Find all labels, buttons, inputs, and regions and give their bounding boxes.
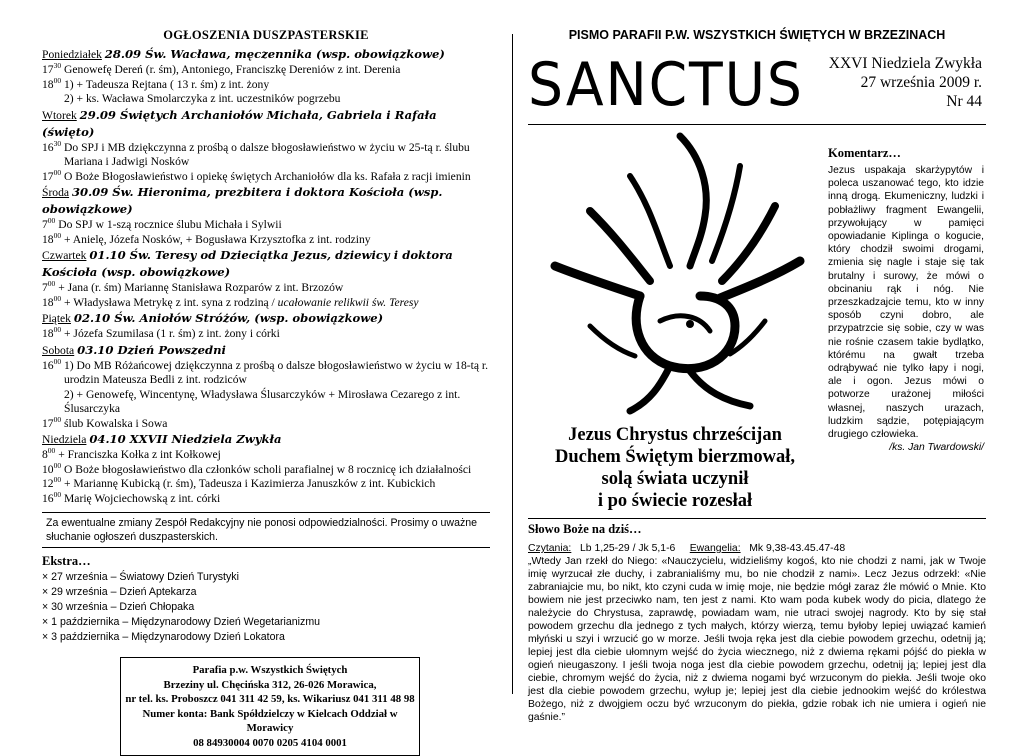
feast-name: 04.10 XXVII Niedziela Zwykła (89, 432, 282, 446)
mass-minutes: 00 (47, 279, 56, 289)
gospel-text: „Wtedy Jan rzekł do Niego: «Nauczycielu, widzieliśmy kogoś, kto nie chodzi z nami, jak w Twoje imię wyrzucał złe duchy, i zabranialiśmy mu, bo nie chodził z nami». Lecz Jezus odrzekł: «Nie zabraniajcie mu, bo nikt, kto czyni cuda w imię moje, nie będzie mógł zaraz źle mówić o Mnie. Kto bowiem nie jest przeciwko nam, ten jest z nami. Kto wam poda kubek wody do picia, dlatego że należycie do Chrystusa, zaprawdę, powiadam wam, nie utraci swojej nagrody. Kto by się stał powodem grzechu dla jednego z tych małych, którzy wierzą, temu byłoby lepiej uwiązać kamień młyński u szyi i wrzucić go w morze. Jeśli twoja ręka jest dla ciebie powodem grzechu, odetnij ją; lepiej jest dla ciebie ułomnym wejść do życia wiecznego, niż z dwiema rękami pójść do piekła w ogień nieugaszony. I jeśli twoja noga jest dla ciebie powodem grzechu, odetnij ją; lepiej jest dla ciebie, chromym wejść do życia, niż z dwiema nogami być wrzuconym do piekła. Jeśli twoje oko jest dla ciebie powodem grzechu, wyłup je; lepiej jest dla ciebie jednookim wejść do królestwa Bożego, niż z dwojgiem oczu być wrzuconym do piekła, gdzie robak ich nie umiera i ogień nie gaśnie.” (528, 556, 986, 723)
issue-number: Nr 44 (946, 93, 982, 110)
mass-minutes: 30 (53, 61, 62, 71)
intention-text: + Franciszka Kołka z int Kołkowej (58, 448, 221, 461)
newsletter-column (528, 28, 986, 723)
hero-quote (532, 424, 818, 512)
mass-hour: 18 (42, 295, 54, 309)
intention-text: O Boże Błogosławieństwo i opiekę świętych Archaniołów dla ks. Rafała z racji imienin (64, 169, 471, 183)
readings-label: Czytania: (528, 543, 572, 554)
intention-text: Genowefę Dereń (r. śm), Antoniego, Franciszkę Dereniów z int. Derenia (64, 63, 401, 76)
mass-hour: 16 (42, 358, 54, 372)
mass-hour: 12 (42, 477, 54, 490)
commentary-section (828, 146, 984, 453)
commentary-body: Jezus uspakaja skarżypytów i poleca uszanować tego, kto idzie inną drogą. Ekumeniczny, ludzki i pobłażliwy fragment Ewangelii, przywołujący w pamięci opowiadanie Kiplinga o kogucie, który chodził swoimi drogami, zmienia się nagle i staje się tak brutalny i surowy, że mówi o obcinaniu rąk i nóg. Nie przeszkadzajcie temu, kto w inny sposób czyni dobro, ale przypatrzcie się sobie, czy w was nie rośnie czasem takie bydlątko, którému na gwałt trzeba odrąbywać nie tylko łapy i nogi, ale i ogon. Jezus mówi o potworze urażonej miłości własnej, naszych urazach, ludzkim sądzie, potępiającym drugiego człowieka. (828, 165, 984, 441)
intention-text: 2) + ks. Wacława Smolarczyka z int. uczestników pogrzebu (64, 92, 341, 105)
announcements-title: OGŁOSZENIA DUSZPASTERSKIE (163, 28, 369, 42)
mass-minutes: 00 (53, 460, 62, 470)
footer-line: Parafia p.w. Wszystkich Świętych (192, 664, 348, 676)
ekstra-item: × 29 września – Dzień Aptekarza (42, 586, 197, 598)
mass-intention (42, 167, 490, 185)
intention-text: 1) Do MB Różańcowej dziękczynna z prośbą o dalsze błogosławieństwo w życiu w 18-tą r. urodzin Mateusza Bedli z int. rodziców (64, 358, 489, 386)
mass-minutes: 00 (53, 293, 62, 303)
intention-text: + Anielę, Józefa Nosków, + Bogusława Krzysztofka z int. rodziny (64, 232, 371, 246)
word-of-god-heading: Słowo Boże na dziś… (528, 522, 642, 536)
ekstra-item: × 3 października – Międzynarodowy Dzień Lokatora (42, 631, 285, 643)
intention-text: O Boże błogosławieństwo dla członków scholi parafialnej w 8 rocznicę ich działalności (64, 462, 472, 476)
day-header (42, 247, 490, 281)
mass-minutes: 00 (53, 325, 62, 335)
day-name: Poniedziałek (42, 48, 102, 61)
ekstra-list (42, 570, 490, 645)
footer-line: nr tel. ks. Proboszcz 041 311 42 59, ks. Wikariusz 041 311 48 98 (125, 693, 415, 705)
mass-intention (42, 293, 490, 311)
intention-text: Marię Wojciechowską z int. córki (64, 491, 221, 505)
day-name: Niedziela (42, 433, 87, 446)
intention-text: 2) + Genowefę, Wincentynę, Władysława Ślusarczyków + Mirosława Cezarego z int. Ślusarczyka (64, 387, 461, 415)
mass-intention (42, 63, 490, 78)
readings-line (528, 542, 986, 555)
mass-hour: 7 (42, 218, 48, 231)
intention-text: + Jana (r. śm) Mariannę Stanisława Rozparów z int. Brzozów (58, 281, 344, 294)
mass-intention (42, 477, 490, 492)
masthead (528, 46, 986, 125)
holy-spirit-dove-illustration (530, 116, 818, 416)
mass-intention (42, 92, 490, 107)
relic-note: ucałowanie relikwii św. Teresy (277, 295, 419, 309)
mass-intention (42, 75, 490, 93)
mass-minutes: 00 (53, 167, 62, 177)
day-header (42, 310, 490, 327)
disclaimer: Za ewentualne zmiany Zespół Redakcyjny nie ponosi odpowiedzialności. Prosimy o uważne słuchanie ogłoszeń duszpasterskich. (42, 512, 490, 548)
mass-minutes: 30 (53, 138, 62, 148)
day-name: Sobota (42, 343, 75, 357)
intention-text: + Władysława Metrykę z int. syna z rodziną / (64, 295, 275, 309)
mass-intention (42, 460, 490, 478)
feast-name: 28.09 Św. Wacława, męczennika (wsp. obowiązkowe) (104, 47, 445, 61)
ekstra-item: × 1 października – Międzynarodowy Dzień Wegetarianizmu (42, 616, 321, 628)
mass-hour: 18 (42, 327, 54, 340)
day-header (42, 184, 490, 218)
hero-line: i po świecie rozesłał (597, 491, 753, 511)
mass-hour: 18 (42, 232, 54, 246)
mass-minutes: 00 (53, 230, 62, 240)
mass-minutes: 00 (47, 446, 56, 456)
mass-hour: 7 (42, 281, 48, 294)
ekstra-item: × 27 września – Światowy Dzień Turystyki (42, 571, 239, 583)
feast-name: 03.10 Dzień Powszedni (77, 342, 226, 357)
mass-intention (42, 489, 490, 507)
mass-hour: 18 (42, 77, 54, 91)
gospel-ref: Mk 9,38-43.45.47-48 (749, 543, 846, 554)
footer-line: 08 84930004 0070 0205 4104 0001 (193, 736, 347, 749)
mass-hour: 10 (42, 462, 54, 476)
mass-intention (42, 356, 490, 388)
ekstra-item: × 30 września – Dzień Chłopaka (42, 601, 195, 613)
footer-line: Brzeziny ul. Chęcińska 312, 26-026 Morawica, (163, 678, 377, 691)
column-divider (512, 34, 513, 694)
issue-info (829, 54, 982, 111)
mass-hour: 17 (42, 63, 54, 76)
mass-minutes: 00 (53, 489, 62, 499)
mass-hour: 16 (42, 140, 54, 154)
mass-intention (42, 138, 490, 170)
day-name: Środa (42, 186, 70, 199)
feast-name: 02.10 Św. Aniołów Stróżów, (wsp. obowiązkowe) (73, 311, 384, 325)
day-name: Wtorek (42, 108, 77, 122)
mass-minutes: 00 (53, 414, 62, 424)
mass-intention (42, 230, 490, 248)
intention-text: ślub Kowalska i Sowa (64, 416, 168, 430)
mass-minutes: 00 (53, 475, 62, 485)
intention-text: Do SPJ i MB dziękczynna z prośbą o dalsze błogosławieństwo w życiu w 25-tą r. ślubu Mariana i Jadwigi Nosków (64, 140, 470, 168)
hero-line: Jezus Chrystus chrześcijan (568, 425, 782, 445)
feast-name: 01.10 Św. Teresy od Dzieciątka Jezus, dziewicy i doktora Kościoła (wsp. obowiązkowe) (42, 248, 453, 279)
day-header (42, 46, 490, 63)
feast-name: 30.09 Św. Hieronima, prezbitera i doktora Kościoła (wsp. obowiązkowe) (42, 185, 443, 216)
day-name: Czwartek (42, 249, 87, 262)
mass-intention (42, 388, 490, 417)
commentary-author: /ks. Jan Twardowski/ (889, 442, 984, 454)
ekstra-heading: Ekstra… (42, 554, 91, 568)
feast-name: 29.09 Świętych Archaniołów Michała, Gabriela i Rafała (święto) (42, 107, 437, 139)
mass-minutes: 00 (53, 356, 62, 366)
mass-hour: 17 (42, 169, 54, 183)
mass-intention (42, 327, 490, 342)
intention-text: + Mariannę Kubicką (r. śm), Tadeusza i Kazimierza Januszków z int. Kubickich (64, 477, 436, 490)
day-header (42, 107, 490, 141)
intention-text: Do SPJ w 1-szą rocznice ślubu Michała i Sylwii (58, 218, 282, 231)
hero-line: Duchem Świętym bierzmował, (555, 447, 795, 467)
day-name: Piątek (42, 312, 71, 325)
newsletter-header: PISMO PARAFII P.W. WSZYSTKICH ŚWIĘTYCH W BRZEZINACH (568, 28, 946, 42)
commentary-heading: Komentarz… (828, 146, 901, 160)
issue-date: 27 września 2009 r. (860, 74, 982, 91)
mass-hour: 8 (42, 448, 48, 461)
announcements-column (42, 28, 490, 756)
intention-text: + Józefa Szumilasa (1 r. śm) z int. żony i córki (64, 327, 280, 340)
readings-refs: Lb 1,25-29 / Jk 5,1-6 (580, 543, 676, 554)
gospel-label: Ewangelia: (689, 543, 741, 554)
mass-hour: 16 (42, 491, 54, 505)
day-header (42, 431, 490, 448)
issue-sunday: XXVI Niedziela Zwykła (828, 55, 982, 72)
footer-line: Numer konta: Bank Spółdzielczy w Kielcach Oddział w Morawicy (142, 707, 398, 734)
mass-intention (42, 414, 490, 432)
mass-minutes: 00 (53, 75, 62, 85)
sanctus-logo: SANCTUS (528, 50, 804, 120)
intention-text: 1) + Tadeusza Rejtana ( 13 r. śm) z int. żony (64, 77, 270, 91)
mass-intention (42, 218, 490, 233)
mass-hour: 17 (42, 416, 54, 430)
parish-footer (120, 657, 420, 756)
day-header (42, 342, 490, 359)
dove-eye (686, 320, 694, 328)
mass-minutes: 00 (47, 216, 56, 226)
word-of-god-section (528, 518, 986, 724)
announcements-list (42, 46, 490, 506)
mass-intention (42, 281, 490, 296)
hero-line: solą świata uczynił (601, 469, 749, 489)
mass-intention (42, 448, 490, 463)
